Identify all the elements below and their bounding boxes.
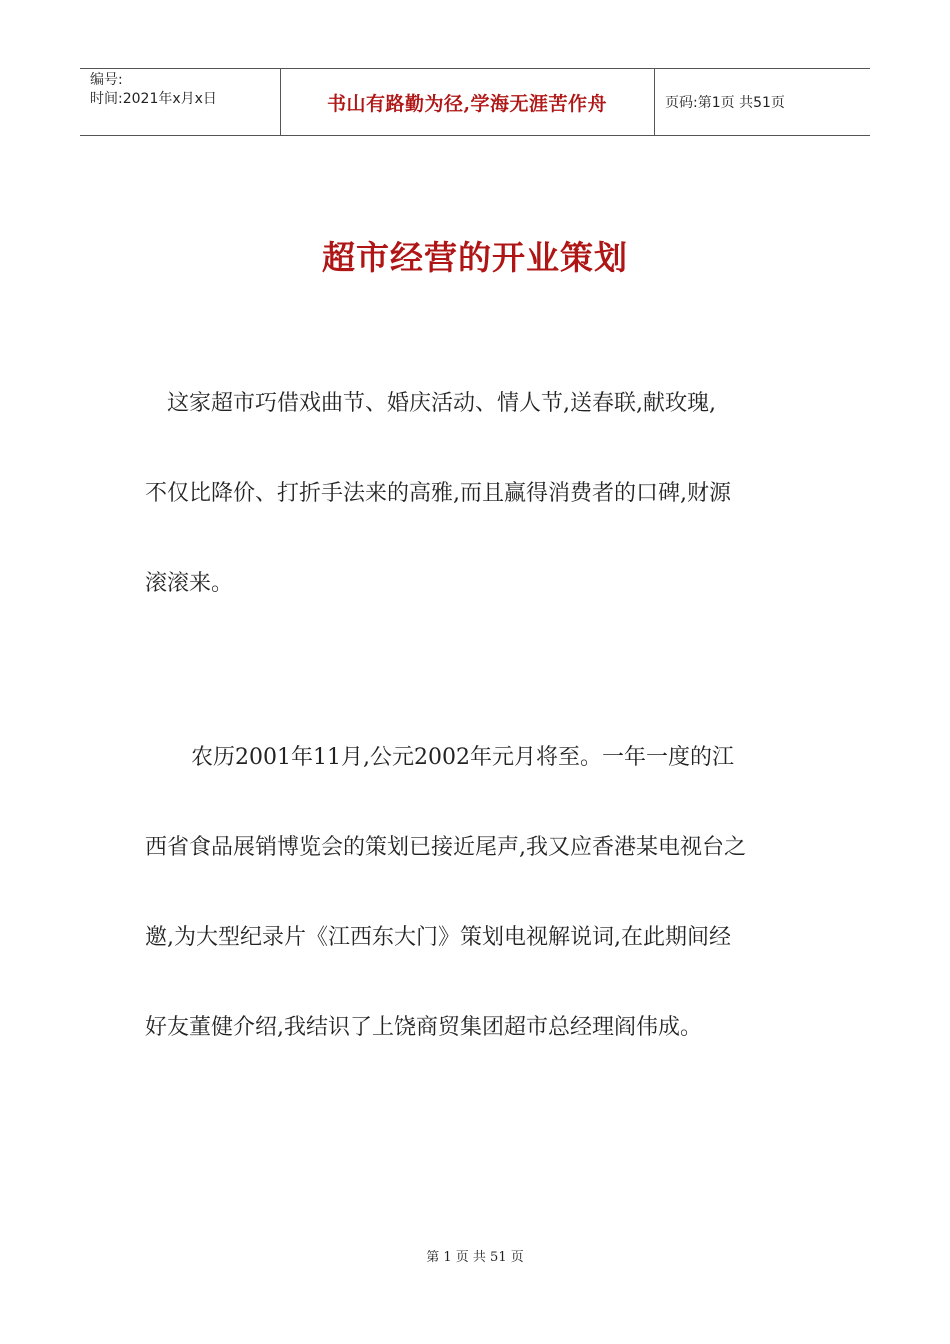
paragraph-line: 邀,为大型纪录片《江西东大门》策划电视解说词,在此期间经 xyxy=(145,925,731,950)
paragraph-line: 这家超市巧借戏曲节、婚庆活动、情人节,送春联,献玫瑰, xyxy=(167,391,716,416)
paragraph-line: 好友董健介绍,我结识了上饶商贸集团超市总经理阎伟成。 xyxy=(145,1015,702,1040)
header-page-info: 页码:第1页 共51页 xyxy=(665,95,785,111)
document-number-label: 编号: xyxy=(90,72,123,88)
paragraph-1 xyxy=(145,359,815,629)
page-header xyxy=(80,68,870,136)
header-meta xyxy=(80,69,280,135)
paragraph-2 xyxy=(145,713,815,1073)
document-time-label: 时间:2021年x月x日 xyxy=(90,91,217,107)
paragraph-line: 不仅比降价、打折手法来的高雅,而且赢得消费者的口碑,财源 xyxy=(145,481,731,506)
document-title: 超市经营的开业策划 xyxy=(322,238,628,277)
paragraph-line: 西省食品展销博览会的策划已接近尾声,我又应香港某电视台之 xyxy=(145,835,746,860)
header-motto: 书山有路勤为径,学海无涯苦作舟 xyxy=(326,92,608,115)
paragraph-line: 滚滚来。 xyxy=(145,571,234,596)
paragraph-line: 农历2001年11月,公元2002年元月将至。一年一度的江 xyxy=(191,745,734,770)
page-footer: 第 1 页 共 51 页 xyxy=(426,1250,524,1265)
